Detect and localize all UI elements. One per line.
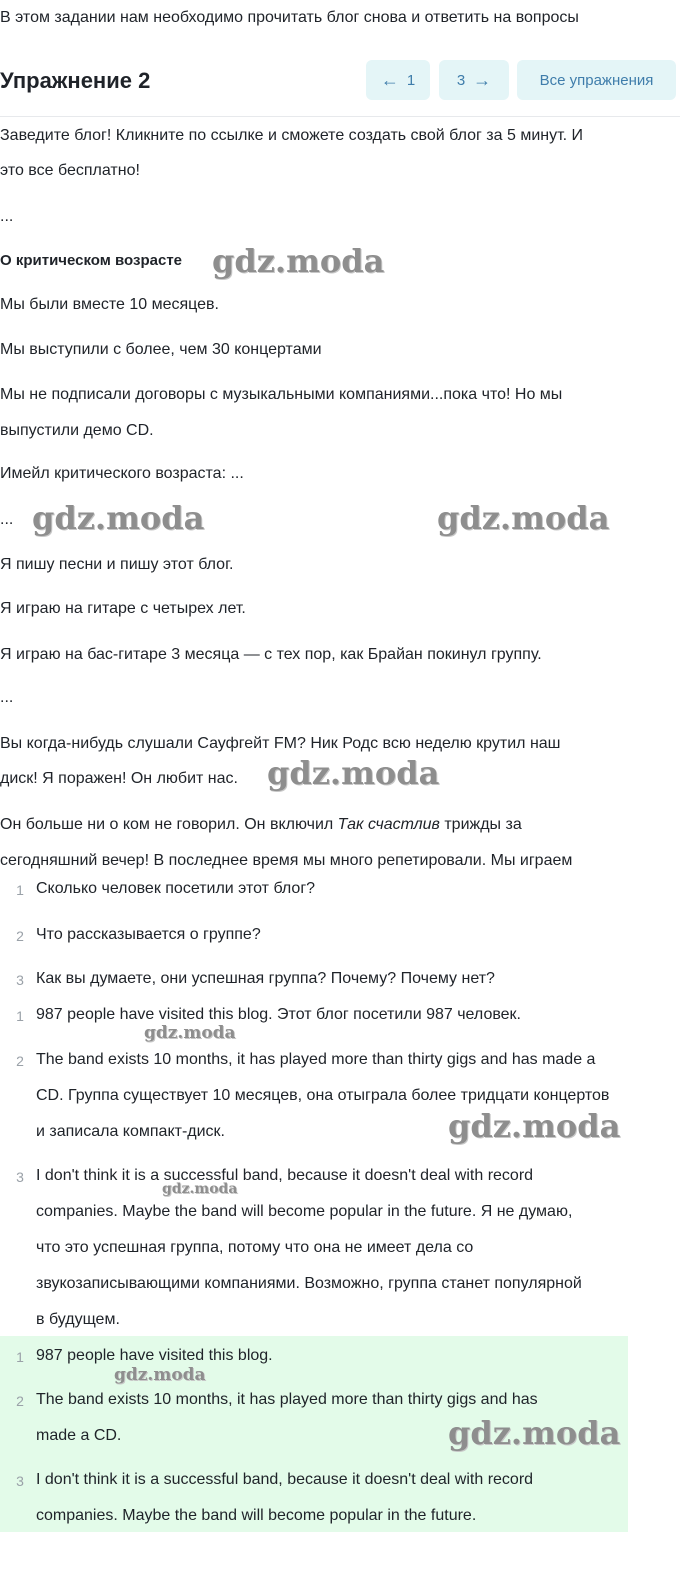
answer-line: companies. Maybe the band will become popular in the future. — [36, 1507, 477, 1524]
answer-line: made a CD. — [36, 1427, 122, 1444]
answer-line: CD. Группа существует 10 месяцев, она отыграла более тридцати концертов — [36, 1087, 610, 1104]
answer-line: и записала компакт-диск. — [36, 1123, 225, 1140]
answer-line: 987 people have visited this blog. — [36, 1347, 273, 1364]
blog-paragraph: Имейл критического возраста: ... — [0, 465, 244, 482]
song-title: Так счастлив — [337, 816, 440, 833]
divider — [0, 116, 680, 117]
blog-paragraph: Заведите блог! Кликните по ссылке и сможете создать свой блог за 5 минут. И — [0, 127, 584, 144]
watermark: gdz.moda — [162, 1181, 238, 1197]
blog-paragraph: Я пишу песни и пишу этот блог. — [0, 556, 234, 573]
answer-number: 3 — [16, 1473, 24, 1489]
next-exercise-label: 3 — [456, 71, 466, 89]
blog-paragraph: Вы когда-нибудь слушали Сауфгейт FM? Ник Родс всю неделю крутил наш — [0, 735, 561, 752]
blog-paragraph: Мы не подписали договоры с музыкальными компаниями...пока что! Но мы — [0, 386, 563, 403]
question-text: Что рассказывается о группе? — [36, 926, 261, 943]
next-exercise-button[interactable] — [439, 60, 509, 100]
watermark: gdz.moda — [437, 499, 610, 537]
blog-paragraph: Мы выступили с более, чем 30 концертами — [0, 341, 322, 358]
answer-number: 2 — [16, 1393, 24, 1409]
answer-line: companies. Maybe the band will become popular in the future. Я не думаю, — [36, 1203, 573, 1220]
answer-line: в будущем. — [36, 1311, 120, 1328]
page-title: Упражнение 2 — [0, 68, 151, 93]
blog-paragraph: выпустили демо CD. — [0, 422, 154, 439]
watermark: gdz.moda — [267, 754, 440, 792]
question-text: Сколько человек посетили этот блог? — [36, 880, 316, 897]
answer-line: что это успешная группа, потому что она не имеет дела со — [36, 1239, 474, 1256]
question-text: Как вы думаете, они успешная группа? Почему? Почему нет? — [36, 970, 495, 987]
text-run: трижды за — [439, 816, 522, 833]
watermark: gdz.moda — [448, 1107, 621, 1145]
question-number: 2 — [16, 928, 24, 944]
watermark: gdz.moda — [32, 499, 205, 537]
watermark: gdz.moda — [448, 1414, 621, 1452]
blog-paragraph: Мы были вместе 10 месяцев. — [0, 296, 219, 313]
blog-ellipsis: ... — [0, 208, 14, 225]
text-run: Он больше ни о ком не говорил. Он включил — [0, 816, 338, 833]
blog-paragraph: Я играю на гитаре с четырех лет. — [0, 600, 246, 617]
prev-exercise-button[interactable] — [366, 60, 430, 100]
blog-paragraph — [0, 815, 522, 835]
blog-paragraph: диск! Я поражен! Он любит нас. — [0, 770, 238, 787]
answer-line: 987 people have visited this blog. Этот блог посетили 987 человек. — [36, 1006, 521, 1023]
arrow-right-icon: → — [473, 70, 492, 90]
watermark: gdz.moda — [144, 1023, 236, 1043]
answer-number: 1 — [16, 1008, 24, 1024]
blog-paragraph: Я играю на бас-гитаре 3 месяца — с тех пор, как Брайан покинул группу. — [0, 646, 542, 663]
question-number: 1 — [16, 882, 24, 898]
answer-number: 2 — [16, 1053, 24, 1069]
answer-line: I don't think it is a successful band, because it doesn't deal with record — [36, 1167, 534, 1184]
watermark: gdz.moda — [212, 242, 385, 280]
question-number: 3 — [16, 972, 24, 988]
all-exercises-button[interactable]: Все упражнения — [517, 60, 676, 100]
answer-line: The band exists 10 months, it has played more than thirty gigs and has made a — [36, 1051, 596, 1068]
answer-line: I don't think it is a successful band, because it doesn't deal with record — [36, 1471, 534, 1488]
answer-number: 1 — [16, 1349, 24, 1365]
arrow-left-icon: ← — [380, 70, 399, 90]
blog-heading: О критическом возрасте — [0, 252, 183, 269]
prev-exercise-label: 1 — [406, 71, 416, 89]
blog-ellipsis: ... — [0, 511, 14, 528]
answer-line: звукозаписывающими компаниями. Возможно, группа станет популярной — [36, 1275, 582, 1292]
watermark: gdz.moda — [114, 1365, 206, 1385]
intro-text: В этом задании нам необходимо прочитать блог снова и ответить на вопросы — [0, 9, 579, 26]
blog-paragraph: это все бесплатно! — [0, 162, 140, 179]
blog-ellipsis: ... — [0, 689, 14, 706]
answer-line: The band exists 10 months, it has played more than thirty gigs and has — [36, 1391, 538, 1408]
blog-paragraph: сегодняшний вечер! В последнее время мы много репетировали. Мы играем — [0, 852, 573, 869]
answer-number: 3 — [16, 1169, 24, 1185]
